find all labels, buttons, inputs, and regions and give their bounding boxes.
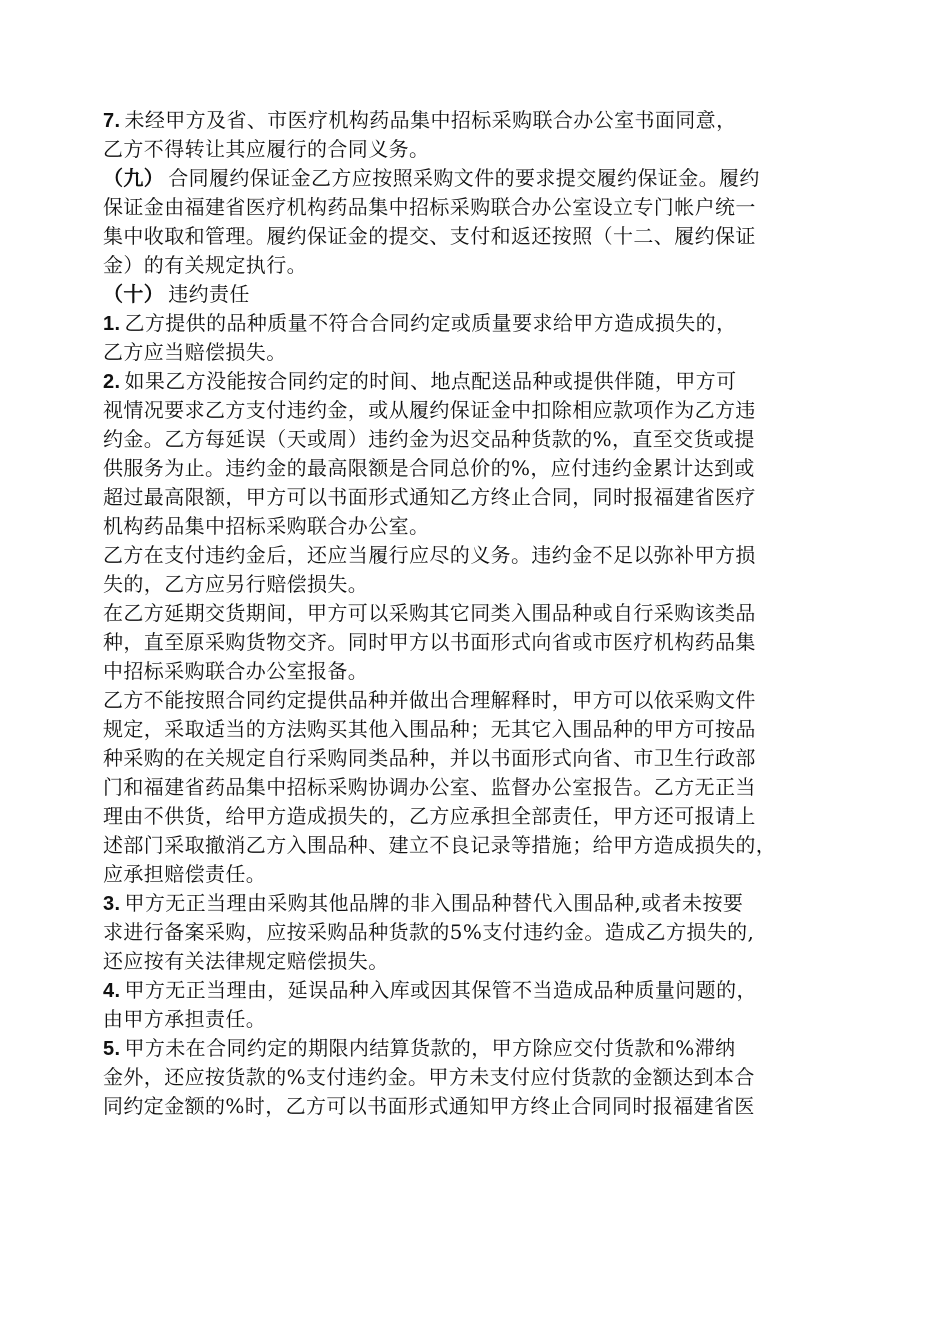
text-line [103, 657, 863, 686]
text-line [103, 193, 863, 222]
line-text: 金外，还应按货款的%支付违约金。甲方未支付应付货款的金额达到本合 [103, 1065, 755, 1089]
text-line [103, 106, 863, 135]
line-text: 乙方应当赔偿损失。 [103, 340, 287, 364]
text-line [103, 164, 863, 193]
text-line [103, 280, 863, 309]
line-text: 甲方无正当理由采购其他品牌的非入围品种替代入围品种,或者未按要 [124, 891, 744, 915]
line-text: 同约定金额的%时，乙方可以书面形式通知甲方终止合同同时报福建省医 [103, 1094, 755, 1118]
line-text: 保证金由福建省医疗机构药品集中招标采购联合办公室设立专门帐户统一 [103, 195, 756, 219]
line-text: 约金。乙方每延误（天或周）违约金为迟交品种货款的%，直至交货或提 [103, 427, 755, 451]
clause-number: 3. [103, 893, 121, 915]
text-line [103, 222, 863, 251]
text-line [103, 454, 863, 483]
clause-number: （九） [103, 168, 165, 190]
text-line [103, 541, 863, 570]
text-line [103, 715, 863, 744]
line-text: 中招标采购联合办公室报备。 [103, 659, 369, 683]
text-line [103, 947, 863, 976]
line-text: 视情况要求乙方支付违约金，或从履约保证金中扣除相应款项作为乙方违 [103, 398, 756, 422]
line-text: 种，直至原采购货物交齐。同时甲方以书面形式向省或市医疗机构药品集 [103, 630, 756, 654]
text-line [103, 1092, 863, 1121]
text-line [103, 425, 863, 454]
text-line [103, 889, 863, 918]
clause-number: （十） [103, 284, 165, 306]
text-line [103, 773, 863, 802]
text-line [103, 367, 863, 396]
line-text: 还应按有关法律规定赔偿损失。 [103, 949, 389, 973]
line-text: 乙方在支付违约金后，还应当履行应尽的义务。违约金不足以弥补甲方损 [103, 543, 756, 567]
line-text: 未经甲方及省、市医疗机构药品集中招标采购联合办公室书面同意， [124, 108, 737, 132]
text-line [103, 976, 863, 1005]
text-line [103, 338, 863, 367]
clause-number: 4. [103, 980, 121, 1002]
text-line [103, 831, 863, 860]
line-text: 甲方无正当理由，延误品种入库或因其保管不当造成品种质量问题的， [124, 978, 757, 1002]
line-text: 乙方不能按照合同约定提供品种并做出合理解释时，甲方可以依采购文件 [103, 688, 756, 712]
text-line [103, 744, 863, 773]
line-text: 集中收取和管理。履约保证金的提交、支付和返还按照（十二、履约保证 [103, 224, 756, 248]
line-text: 违约责任 [168, 282, 250, 306]
line-text: 述部门采取撤消乙方入围品种、建立不良记录等措施；给甲方造成损失的， [103, 833, 777, 857]
text-line [103, 1005, 863, 1034]
clause-number: 2. [103, 371, 121, 393]
text-line [103, 396, 863, 425]
text-line [103, 918, 863, 947]
line-text: 合同履约保证金乙方应按照采购文件的要求提交履约保证金。履约 [168, 166, 760, 190]
text-line [103, 628, 863, 657]
text-line [103, 599, 863, 628]
line-text: 超过最高限额，甲方可以书面形式通知乙方终止合同，同时报福建省医疗 [103, 485, 756, 509]
line-text: 应承担赔偿责任。 [103, 862, 267, 886]
text-line [103, 483, 863, 512]
clause-number: 5. [103, 1038, 121, 1060]
text-line [103, 135, 863, 164]
text-line [103, 309, 863, 338]
clause-number: 7. [103, 110, 121, 132]
line-text: 失的，乙方应另行赔偿损失。 [103, 572, 369, 596]
text-line [103, 1063, 863, 1092]
line-text: 甲方未在合同约定的期限内结算货款的，甲方除应交付货款和%滞纳 [124, 1036, 736, 1060]
text-line [103, 570, 863, 599]
line-text: 规定，采取适当的方法购买其他入围品种；无其它入围品种的甲方可按品 [103, 717, 756, 741]
line-text: 乙方不得转让其应履行的合同义务。 [103, 137, 430, 161]
line-text: 乙方提供的品种质量不符合合同约定或质量要求给甲方造成损失的， [124, 311, 737, 335]
text-line [103, 802, 863, 831]
line-text: 机构药品集中招标采购联合办公室。 [103, 514, 430, 538]
line-text: 求进行备案采购，应按采购品种货款的5%支付违约金。造成乙方损失的, [103, 920, 755, 944]
line-text: 种采购的在关规定自行采购同类品种，并以书面形式向省、市卫生行政部 [103, 746, 756, 770]
text-line [103, 512, 863, 541]
line-text: 在乙方延期交货期间，甲方可以采购其它同类入围品种或自行采购该类品 [103, 601, 756, 625]
line-text: 门和福建省药品集中招标采购协调办公室、监督办公室报告。乙方无正当 [103, 775, 756, 799]
line-text: 金）的有关规定执行。 [103, 253, 307, 277]
text-line [103, 1034, 863, 1063]
text-line [103, 860, 863, 889]
line-text: 理由不供货，给甲方造成损失的，乙方应承担全部责任，甲方还可报请上 [103, 804, 756, 828]
text-line [103, 686, 863, 715]
line-text: 如果乙方没能按合同约定的时间、地点配送品种或提供伴随，甲方可 [124, 369, 737, 393]
line-text: 供服务为止。违约金的最高限额是合同总价的%，应付违约金累计达到或 [103, 456, 755, 480]
clause-number: 1. [103, 313, 121, 335]
line-text: 由甲方承担责任。 [103, 1007, 267, 1031]
text-line [103, 251, 863, 280]
document-page [103, 106, 863, 1121]
